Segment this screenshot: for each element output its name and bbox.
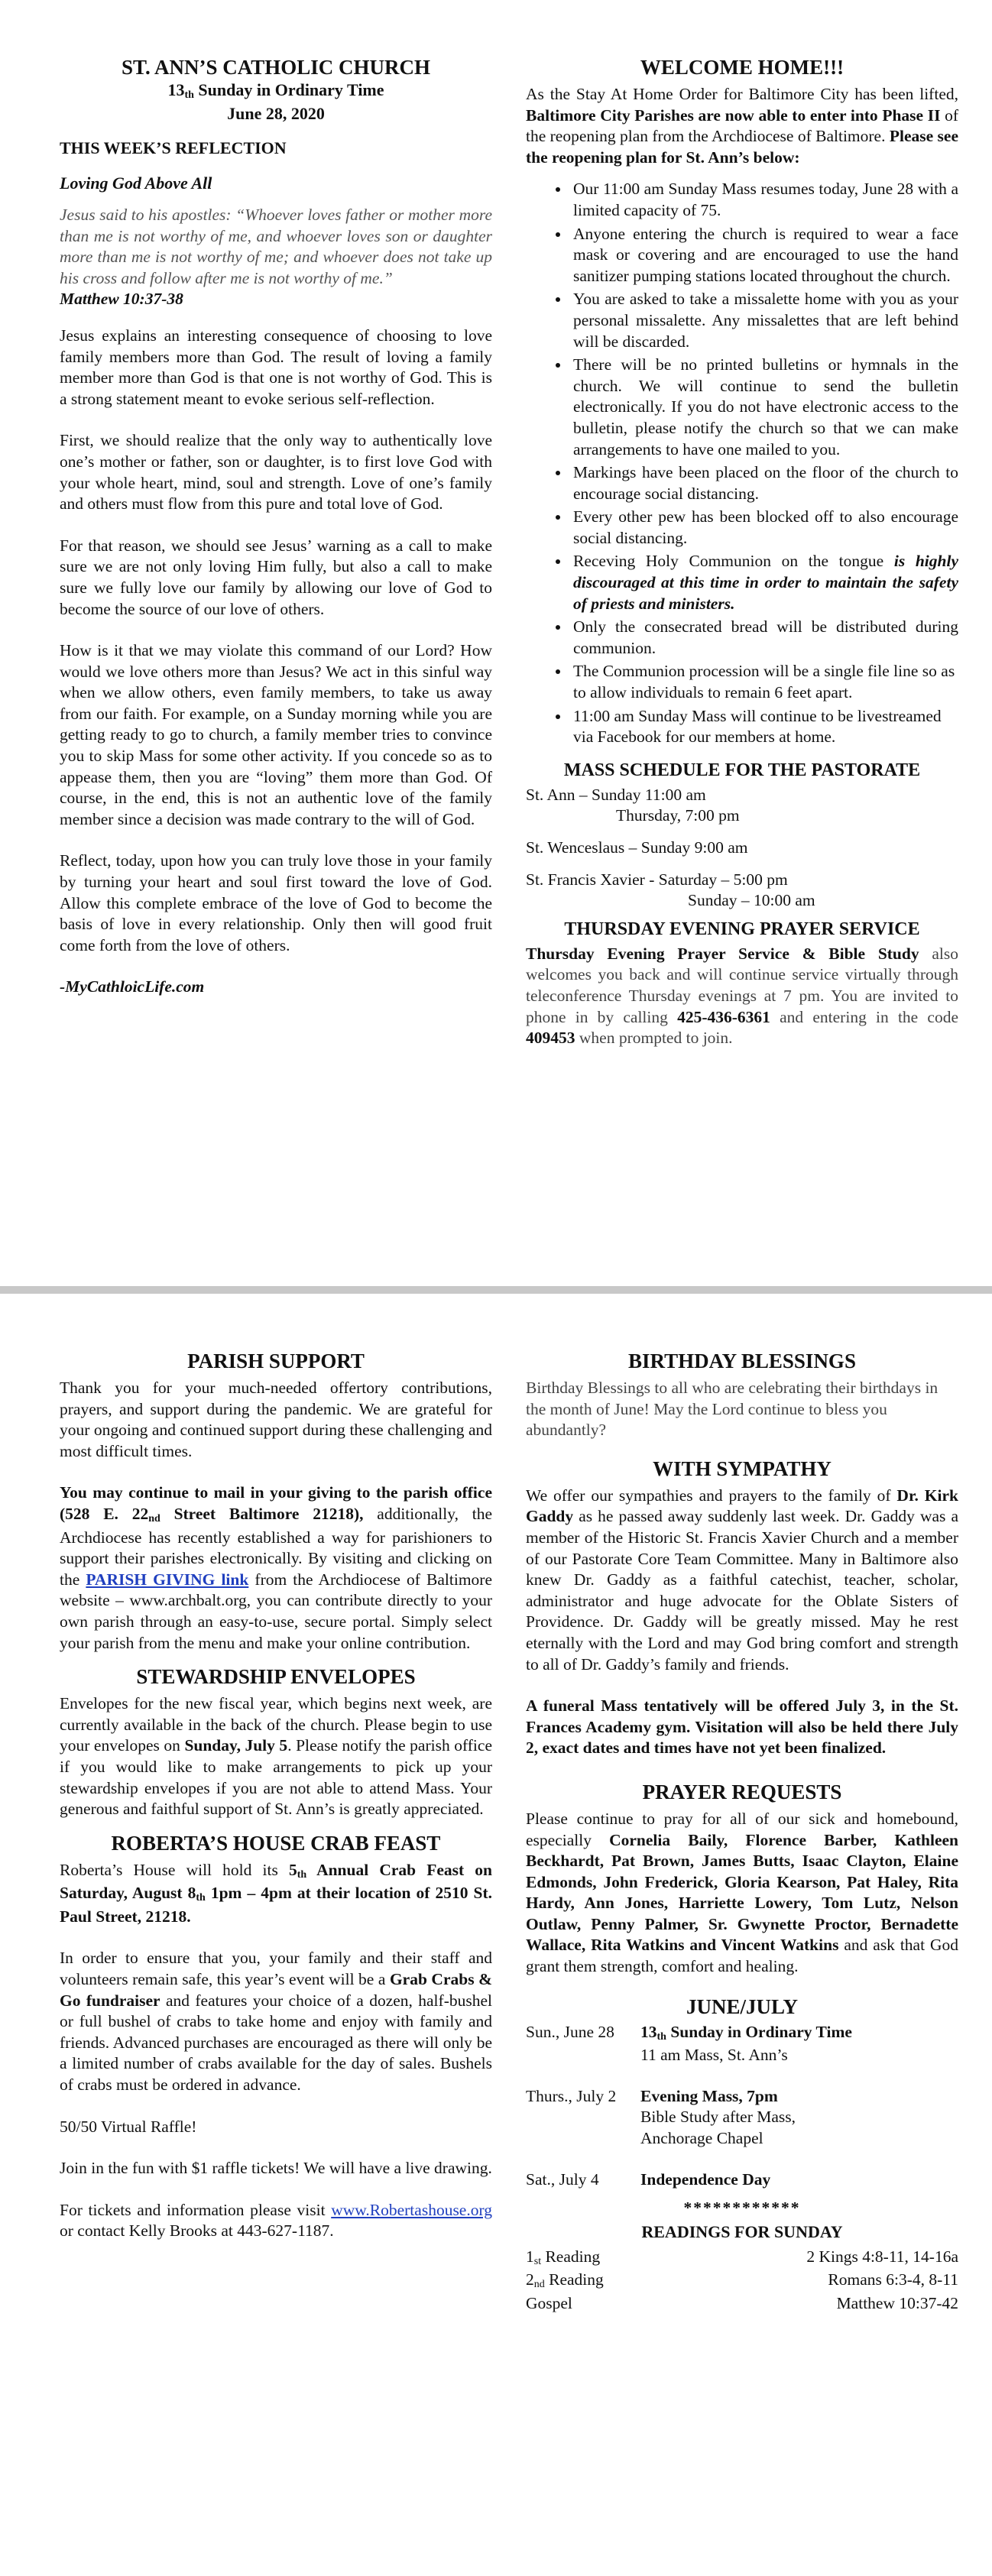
- reflection-heading: THIS WEEK’S REFLECTION: [60, 138, 287, 157]
- crab-feast-details: In order to ensure that you, your family and their staff and volunteers remain safe, this year’s event will be a Grab Crabs & Go fundraiser and features your choice of a dozen, half-bushel or full bushel of crabs to take home and enjoy with family and friends. Advanced purchases are encouraged as there will only be a limited number of crabs available for the day of sales. Bushels of crabs must be ordered in advance.: [60, 1949, 492, 2095]
- list-item: • Anyone entering the church is required to wear a face mask or covering and are encouraged to use the hand sanitizer pumping stations located throughout the church.: [570, 224, 958, 287]
- mass-schedule: [526, 785, 958, 912]
- reflection-paragraph: Reflect, today, upon how you can truly love those in your family by turning your heart and soul first toward the love of God. Allow this complete embrace of the love of God to become the basis of love in every relationship. Only then will good fruit come forth from the love of others.: [60, 851, 492, 954]
- prayer-service-heading: THURSDAY EVENING PRAYER SERVICE: [564, 919, 920, 939]
- event-date: Sun., June 28: [526, 2022, 614, 2041]
- event-date: Thurs., July 2: [526, 2086, 617, 2105]
- scripture-citation: Matthew 10:37-38: [60, 290, 183, 309]
- schedule-st-francis-sunday: Sunday – 10:00 am: [688, 891, 815, 910]
- event-detail: Bible Study after Mass, Anchorage Chapel: [640, 2108, 796, 2148]
- crab-feast-heading: ROBERTA’S HOUSE CRAB FEAST: [111, 1831, 441, 1855]
- list-item: • You are asked to take a missalette home with you as your personal missalette. Any missalettes that are left behind will be discarded.: [570, 289, 958, 352]
- event-detail: 11 am Mass, St. Ann’s: [640, 2046, 788, 2065]
- prayer-service-text: Thursday Evening Prayer Service & Bible Study also welcomes you back and will continue service virtually through teleconference Thursday evenings at 7 pm. You are invited to phone in by calling 425-436-6361 and entering in the code 409453 when prompted to join.: [526, 944, 958, 1048]
- event-date: Sat., July 4: [526, 2169, 599, 2189]
- prayer-requests-text: Please continue to pray for all of our sick and homebound, especially Cornelia Baily, Florence Barber, Kathleen Beckhardt, Pat Brown, James Butts, Isaac Clayton, Elaine Edmonds, John Frederick, Gloria Kearson, Pat Haley, Rita Hardy, Ann Jones, Harriette Lowery, Tom Lutz, Nelson Outlaw, Penny Palmer, Sr. Gwynette Proctor, Bernadette Wallace, Rita Watkins and Vincent Watkins and ask that God grant them strength, comfort and healing.: [526, 1809, 958, 1976]
- raffle-text: Join in the fun with $1 raffle tickets! We will have a live drawing.: [60, 2159, 492, 2178]
- event-title: 13th Sunday in Ordinary Time: [640, 2022, 852, 2043]
- reading-row: Gospel Matthew 10:37-42: [526, 2294, 958, 2312]
- crab-feast-announcement: Roberta’s House will hold its 5th Annual Crab Feast on Saturday, August 8th 1pm – 4pm at their location of 2510 St. Paul Street, 21218.: [60, 1860, 492, 1926]
- reflection-paragraph: How is it that we may violate this command of our Lord? How would we love others more than Jesus? We act in this sinful way when we allow others, even family members, to take us away from our faith. For example, on a Sunday morning while you are getting ready to go to church, a family member tries to convince you to skip Mass for some other activity. If you concede so as to appease them, then you are “loving” them more than God. Of course, in the end, this is not an authentic love of the family member since a decision was made contrary to the will of God.: [60, 641, 492, 828]
- list-item: • Markings have been placed on the floor of the church to encourage social distancing.: [570, 462, 958, 504]
- reflection-paragraph: For that reason, we should see Jesus’ warning as a call to make sure we are not only loving Him fully, but also a call to make sure we fully love our family by allowing our love of God to become the source of our love of others.: [60, 536, 492, 618]
- calendar-event: [526, 2022, 958, 2066]
- event-title: Evening Mass, 7pm: [640, 2086, 778, 2105]
- list-item: • Our 11:00 am Sunday Mass resumes today, June 28 with a limited capacity of 75.: [570, 179, 958, 221]
- calendar-event: [526, 2086, 958, 2150]
- readings-heading: READINGS FOR SUNDAY: [641, 2221, 843, 2241]
- list-item: • There will be no printed bulletins or hymnals in the church. We will continue to send the bulletin electronically. If you do not have electronic access to the bulletin, please notify the church so that we can make arrangements to have one mailed to you.: [570, 355, 958, 460]
- left-column-page-1: [60, 55, 492, 1019]
- robertas-house-link[interactable]: www.Robertashouse.org: [331, 2200, 492, 2219]
- raffle-title: 50/50 Virtual Raffle!: [60, 2117, 197, 2136]
- stewardship-text: Envelopes for the new fiscal year, which begins next week, are currently available in the back of the church. Please begin to use your envelopes on Sunday, July 5. Please notify the parish office if you would like to make arrangements to pick up your stewardship envelopes if you are not able to attend Mass. Your generous and faithful support of St. Ann’s is greatly appreciated.: [60, 1694, 492, 1819]
- welcome-intro: As the Stay At Home Order for Baltimore City has been lifted, Baltimore City Parishes are now able to enter into Phase II of the reopening plan from the Archdiocese of Baltimore. Please see the reopening plan for St. Ann’s below:: [526, 85, 958, 167]
- mass-schedule-heading: MASS SCHEDULE FOR THE PASTORATE: [563, 760, 921, 780]
- masthead: [60, 55, 492, 124]
- parish-giving-link[interactable]: PARISH GIVING link: [86, 1570, 249, 1589]
- schedule-st-wenceslaus: St. Wenceslaus – Sunday 9:00 am: [526, 838, 748, 857]
- funeral-notice: A funeral Mass tentatively will be offered July 3, in the St. Frances Academy gym. Visitation will also be held there July 2, exact dates and times have not yet been finalized.: [526, 1696, 958, 1758]
- bulletin-page-1: [0, 0, 992, 1286]
- divider-stars: ************: [683, 2199, 801, 2218]
- bulletin-date: June 28, 2020: [227, 104, 325, 123]
- reflection-paragraph: Jesus explains an interesting consequence of choosing to love family members more than God. The result of loving a family member more than God is that one is not worthy of God. This is a strong statement meant to evoke serious self-reflection.: [60, 326, 492, 408]
- sympathy-text: We offer our sympathies and prayers to the family of Dr. Kirk Gaddy as he passed away suddenly last week. Dr. Gaddy was a member of the Historic St. Francis Xavier Church and a member of our Pastorate Core Team Committee. Many in Baltimore also knew Dr. Gaddy as a faithful catechist, teacher, scholar, administrator and huge advocate for the Oblate Sisters of Providence. Dr. Gaddy will be greatly missed. May he rest eternally with the Lord and may God bring comfort and strength to all of Dr. Gaddy’s family and friends.: [526, 1486, 959, 1674]
- crab-feast-contact: For tickets and information please visit www.Robertashouse.org or contact Kelly Brooks at 443-627-1187.: [60, 2200, 492, 2241]
- schedule-st-ann-thursday: Thursday, 7:00 pm: [616, 806, 740, 825]
- sunday-title: 13th Sunday in Ordinary Time: [167, 80, 384, 101]
- prayer-requests-heading: PRAYER REQUESTS: [642, 1780, 842, 1803]
- welcome-heading: WELCOME HOME!!!: [640, 56, 844, 79]
- church-name: ST. ANN’S CATHOLIC CHURCH: [121, 56, 431, 79]
- stewardship-heading: STEWARDSHIP ENVELOPES: [136, 1665, 416, 1689]
- list-item: • Every other pew has been blocked off to also encourage social distancing.: [570, 507, 958, 549]
- calendar-heading: JUNE/JULY: [686, 1994, 799, 2018]
- reflection-subtitle: Loving God Above All: [60, 173, 212, 193]
- birthday-text: Birthday Blessings to all who are celebrating their birthdays in the month of June! May the Lord continue to bless you abundantly?: [526, 1379, 939, 1440]
- scripture-quote: Jesus said to his apostles: “Whoever loves father or mother more than me is not worthy of me, and whoever loves son or daughter more than me is not worthy of me; and whoever does not take up his cross and follow after me is not worthy of me.”: [60, 206, 492, 287]
- parish-support-heading: PARISH SUPPORT: [187, 1350, 365, 1372]
- birthday-heading: BIRTHDAY BLESSINGS: [628, 1350, 856, 1372]
- list-item: • Only the consecrated bread will be distributed during communion.: [570, 617, 958, 659]
- reading-row: 2nd Reading Romans 6:3-4, 8-11: [526, 2270, 958, 2291]
- left-column-page-2: [60, 1349, 492, 2263]
- list-item: • 11:00 am Sunday Mass will continue to be livestreamed via Facebook for our members at home.: [570, 706, 958, 748]
- reading-row: 1st Reading 2 Kings 4:8-11, 14-16a: [526, 2247, 958, 2267]
- sympathy-heading: WITH SYMPATHY: [653, 1456, 832, 1480]
- reflection-source: -MyCathloicLife.com: [60, 977, 205, 996]
- schedule-st-ann: St. Ann – Sunday 11:00 am: [526, 785, 706, 804]
- bulletin-page-2: [0, 1294, 992, 2576]
- parish-support-giving: You may continue to mail in your giving to the parish office (528 E. 22nd Street Baltimore 21218), additionally, the Archdiocese has recently established a way for parishioners to support their parishes electronically. By visiting and clicking on the PARISH GIVING link from the Archdiocese of Baltimore website – www.archbalt.org, you can contribute directly to your own parish through an easy-to-use, secure portal. Simply select your parish from the menu and make your online contribution.: [60, 1483, 493, 1652]
- list-item: • Receving Holy Communion on the tongue is highly discouraged at this time in order to maintain the safety of priests and ministers.: [570, 551, 958, 614]
- calendar-event: [526, 2169, 958, 2191]
- parish-support-thanks: Thank you for your much-needed offertory contributions, prayers, and support during the pandemic. We are grateful for your ongoing and continued support during these challenging and most difficult times.: [60, 1379, 492, 1460]
- schedule-st-francis: St. Francis Xavier - Saturday – 5:00 pm: [526, 870, 788, 889]
- event-title: Independence Day: [640, 2169, 771, 2189]
- reflection-paragraph: First, we should realize that the only way to authentically love one’s mother or father, son or daughter, is to first love God with your whole heart, mind, soul and strength. Love of one’s family and others must flow from this pure and total love of God.: [60, 431, 492, 514]
- right-column-page-1: [526, 55, 958, 1070]
- reopening-plan-list: [526, 179, 958, 747]
- right-column-page-2: [526, 1349, 958, 2315]
- list-item: • The Communion procession will be a single file line so as to allow individuals to remain 6 feet apart.: [570, 661, 958, 703]
